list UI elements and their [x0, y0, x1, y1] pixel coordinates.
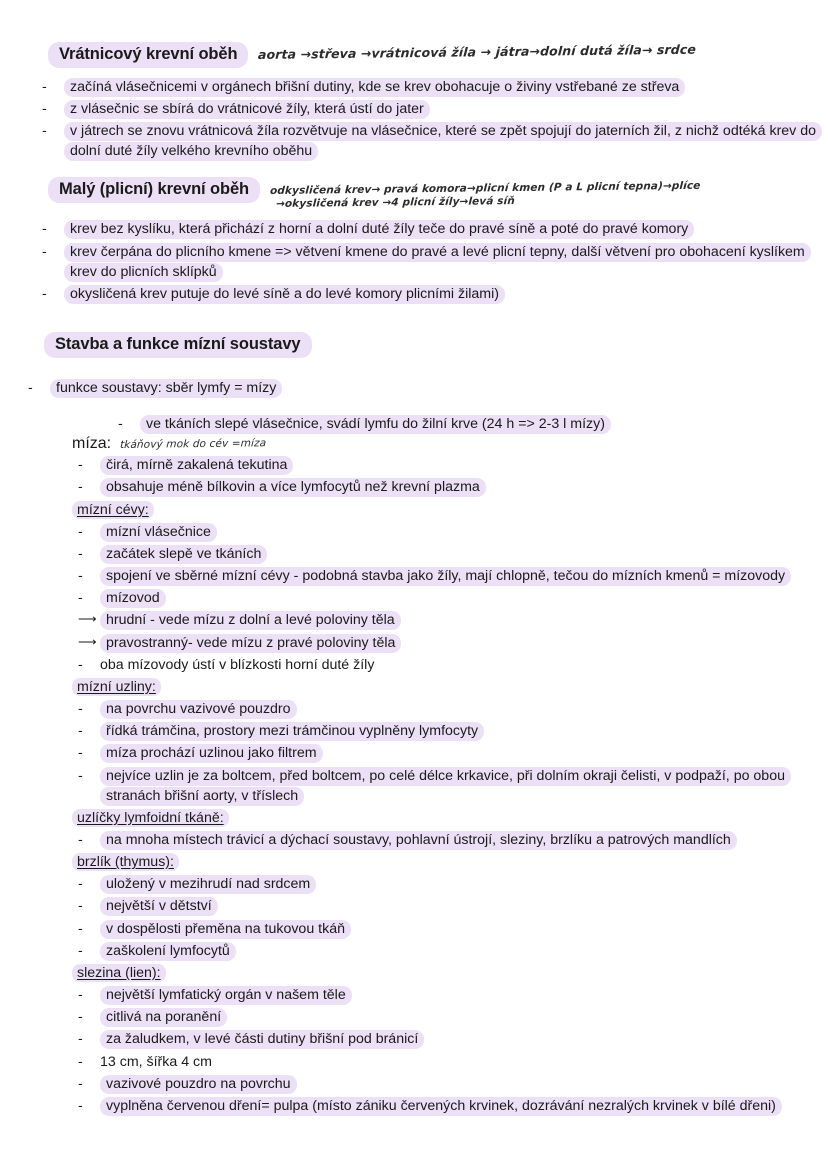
section-heading-lymph [44, 332, 828, 358]
bullet-dash: - [28, 380, 33, 396]
list-item [28, 378, 828, 398]
section-title-text: Malý (plicní) krevní oběh [48, 177, 260, 203]
list-item-text: vazivové pouzdro na povrchu [100, 1075, 297, 1094]
bullet-dash: - [78, 1031, 83, 1048]
list-item-text: oba mízovody ústí v blízkosti horní duté žíly [100, 656, 375, 673]
list-item-text: za žaludkem, v levé části dutiny břišní pod bránicí [100, 1030, 424, 1049]
subheading-label: slezina (lien): [72, 964, 166, 982]
list-item [78, 477, 828, 497]
list-item [78, 1029, 828, 1049]
bullet-dash: - [78, 1097, 83, 1114]
bullet-dash: - [78, 876, 83, 893]
bullet-dash: - [42, 285, 47, 302]
list-item-text: začátek slepě ve tkáních [100, 545, 267, 564]
list-item [78, 455, 828, 475]
list-item [42, 242, 828, 282]
bullet-dash: - [78, 767, 83, 784]
list-item [78, 655, 828, 675]
section-title-text: Vrátnicový krevní oběh [48, 42, 248, 68]
list-item [78, 522, 828, 542]
list-item-text: v dospělosti přeměna na tukovou tkáň [100, 920, 351, 939]
list-item-text: pravostranný- vede mízu z pravé poloviny těla [100, 634, 401, 653]
list-item-text: vyplněna červenou dření= pulpa (místo zániku červených krvinek, dozrávání nezralých krvinek v bílé dřeni) [100, 1097, 782, 1116]
bullet-dash: - [78, 523, 83, 540]
list-item-text: ve tkáních slepé vlásečnice, svádí lymfu do žilní krve (24 h => 2-3 l mízy) [140, 415, 611, 434]
list-item-text: citlivá na poranění [100, 1008, 227, 1027]
list-item [78, 1074, 828, 1094]
list-item [42, 284, 828, 304]
list-item-text: krev bez kyslíku, která přichází z horní a dolní duté žíly teče do pravé síně a poté do pravé komory [64, 220, 694, 239]
list-item [78, 766, 828, 806]
list-item [78, 1007, 828, 1027]
list-item [78, 588, 828, 608]
bullet-dash: - [78, 1009, 83, 1026]
list-item-text: řídká trámčina, prostory mezi trámčinou vyplněny lymfocyty [100, 722, 484, 741]
subheading-mizni-uzliny [72, 677, 828, 697]
section-heading-vratnicovy [48, 42, 828, 68]
list-item-text: v játrech se znovu vrátnicová žíla rozvětvuje na vlásečnice, které se zpět spojují do jaterních žil, z nichž odtéká krev do dolní duté žíly velkého krevního oběhu [64, 122, 822, 161]
list-item [42, 99, 828, 119]
list-item-text: začíná vlásečnicemi v orgánech břišní dutiny, kde se krev obohacuje o živiny vstřebané ze střeva [64, 78, 685, 97]
list-item [78, 544, 828, 564]
bullet-dash: - [78, 898, 83, 915]
section-title-text: Stavba a funkce mízní soustavy [44, 332, 312, 358]
handwritten-annotation-line2: →okysličená krev →4 plicní žíly→levá síň [275, 195, 516, 210]
bullet-dash: - [78, 831, 83, 848]
list-item-text: největší v dětství [100, 897, 218, 916]
list-item-text: nejvíce uzlin je za boltcem, před boltcem, po celé délce krkavice, při dolním okraji čelisti, v podpaží, po obou stranách břišní aorty, v tříslech [100, 767, 791, 806]
list-item [42, 219, 828, 239]
handwritten-annotation-miza: tkáňový mok do cév =míza [119, 437, 267, 452]
bullet-dash: - [78, 568, 83, 585]
list-item [42, 121, 828, 161]
list-item [78, 721, 828, 741]
bullet-dash: - [42, 101, 47, 118]
list-item-text: mízovod [100, 589, 166, 608]
subheading-uzlicky [72, 808, 828, 828]
list-item [118, 414, 828, 434]
bullet-dash: - [78, 457, 83, 474]
list-item [42, 77, 828, 97]
list-item-text: čirá, mírně zakalená tekutina [100, 456, 293, 475]
list-item-text: uložený v mezihrudí nad srdcem [100, 875, 316, 894]
bullet-dash: - [118, 416, 123, 433]
list-item-text: okysličená krev putuje do levé síně a do levé komory plicními žilami) [64, 285, 505, 304]
subheading-label: brzlík (thymus): [72, 853, 179, 871]
list-item-text: 13 cm, šířka 4 cm [100, 1053, 212, 1070]
list-item [78, 874, 828, 894]
bullet-dash: - [78, 987, 83, 1004]
handwritten-annotation-line1: odkysličená krev→ pravá komora→plicní kmen (P a L plicní tepna)→plíce [269, 179, 701, 197]
list-item-text: krev čerpána do plicního kmene => větvení kmene do pravé a levé plicní tepny, další větvení pro obohacení kyslíkem krev do plicních sklípků [64, 243, 811, 282]
bullet-dash: - [78, 701, 83, 718]
handwritten-annotation-block [269, 179, 701, 211]
bullet-dash: - [78, 479, 83, 496]
subheading-slezina [72, 963, 828, 983]
list-item-text: funkce soustavy: sběr lymfy = mízy [50, 379, 282, 398]
subheading-label: mízní uzliny: [72, 678, 161, 696]
subheading-brzlik [72, 852, 828, 872]
list-item-text: míza prochází uzlinou jako filtrem [100, 744, 323, 763]
list-item-text: na povrchu vazivové pouzdro [100, 700, 297, 719]
bullet-dash: - [78, 656, 83, 673]
list-item-text: z vlásečnic se sbírá do vrátnicové žíly, která ústí do jater [64, 100, 430, 119]
bullet-dash: - [78, 723, 83, 740]
list-item-text: hrudní - vede mízu z dolní a levé poloviny těla [100, 611, 401, 630]
list-item [78, 896, 828, 916]
list-item-text: na mnoha místech trávicí a dýchací soustavy, pohlavní ústrojí, sleziny, brzlíku a patrových mandlích [100, 831, 737, 850]
list-item-text: obsahuje méně bílkovin a více lymfocytů než krevní plazma [100, 478, 486, 497]
list-item-text: spojení ve sběrné mízní cévy - podobná stavba jako žíly, mají chlopně, tečou do mízních kmenů = mízovody [100, 567, 791, 586]
bullet-dash: - [42, 221, 47, 238]
list-item [78, 1096, 828, 1116]
subheading-mizni-cevy [72, 500, 828, 520]
handwritten-annotation-aorta: aorta →střeva →vrátnicová žíla → játra→dolní dutá žíla→ srdce [258, 41, 697, 62]
list-item [78, 633, 828, 653]
bullet-dash: - [78, 590, 83, 607]
list-item [78, 830, 828, 850]
list-item-text: zaškolení lymfocytů [100, 942, 236, 961]
list-item [78, 743, 828, 763]
bullet-arrow-icon: ⟶ [78, 633, 96, 649]
bullet-dash: - [78, 1075, 83, 1092]
bullet-dash: - [78, 1053, 83, 1070]
subheading-miza [72, 435, 828, 453]
bullet-dash: - [42, 243, 47, 260]
list-item-text: největší lymfatický orgán v našem těle [100, 986, 352, 1005]
subheading-label: mízní cévy: [72, 501, 154, 519]
section-heading-maly-plicni [48, 177, 828, 211]
list-item [78, 941, 828, 961]
bullet-dash: - [78, 920, 83, 937]
list-item [78, 699, 828, 719]
subheading-label: uzlíčky lymfoidní tkáně: [72, 809, 229, 827]
bullet-dash: - [42, 79, 47, 95]
list-item [78, 610, 828, 630]
bullet-dash: - [42, 123, 47, 140]
bullet-dash: - [78, 745, 83, 762]
list-item [78, 919, 828, 939]
bullet-arrow-icon: ⟶ [78, 611, 96, 627]
list-item-text: mízní vlásečnice [100, 523, 217, 542]
subheading-label: míza: [72, 435, 112, 453]
bullet-dash: - [78, 942, 83, 959]
list-item [78, 1052, 828, 1072]
list-item [78, 566, 828, 586]
bullet-dash: - [78, 545, 83, 562]
list-item [78, 985, 828, 1005]
